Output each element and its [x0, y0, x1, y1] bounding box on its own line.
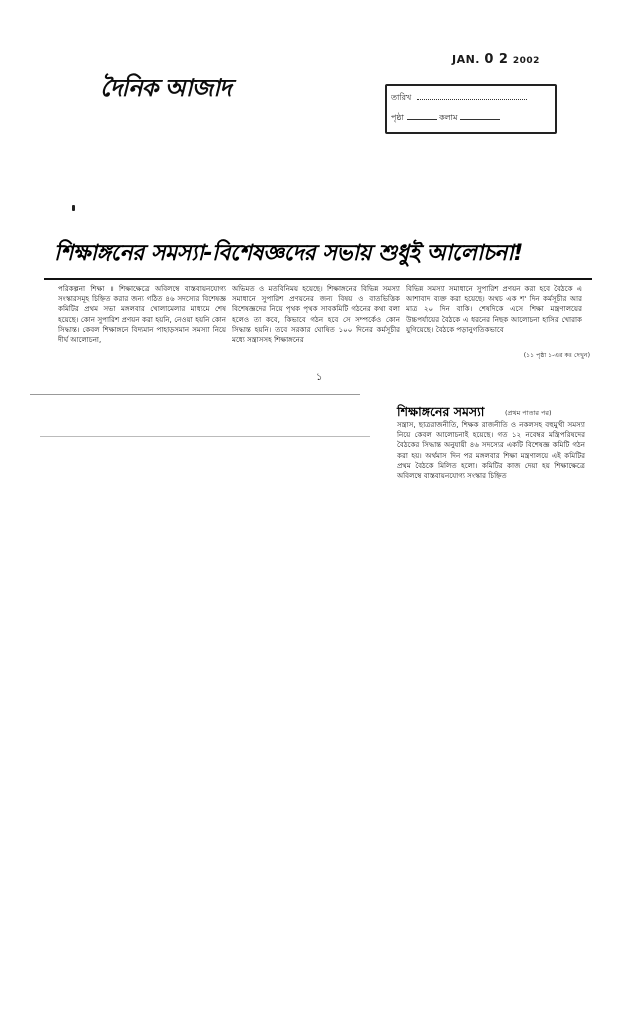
scan-divider — [40, 436, 370, 437]
stamp-date-label: তারিখ — [391, 93, 412, 102]
jump-title: শিক্ষাঙ্গনের সমস্যা — [397, 404, 485, 419]
headline-box — [44, 232, 592, 280]
article-column-3: বিভিন্ন সমস্যা সমাধানে সুপারিশ প্রণয়ন করা হবে বৈঠকে এ আশাবাদ ব্যক্ত করা হয়েছে। অথচ এক শ' দিন কর্মসূচীর আর মাত্র ২০ দিন বাকি। শেষদিকে এসে শিক্ষা মন্ত্রণালয়ের উচ্চপর্যায়ের বৈঠকে এ ধরনের নিছক আলোচনা হাসির খোরাক যুগিয়েছে। বৈঠকে পড়ানুগতিকভাবে — [406, 284, 582, 334]
stamp-page-label: পৃষ্ঠা — [391, 113, 404, 122]
date-year: 2002 — [512, 56, 540, 66]
ink-speck — [72, 205, 75, 211]
jump-body: সন্ত্রাস, ছাত্ররাজনীতি, শিক্ষক রাজনীতি ও নকলসহ বহুমুখী সমস্যা নিয়ে কেবল আলোচনাই হয়েছে। গত ১২ নবেম্বর মন্ত্রিপরিষদের বৈঠকের সিদ্ধান্ত অনুযায়ী ৪৬ সদস্যের একটি বিশেষজ্ঞ কমিটি গঠন করা হয়। অর্থমাস দিন পর মঙ্গলবার শিক্ষা মন্ত্রণালয়ে এই কমিটির প্রথম বৈঠকে মিলিত হলো। কমিটির কাজ দেয়া হয় শিক্ষাক্ষেত্রে অবিলম্বে বাস্তবায়নযোগ্য সংস্কার চিহ্নিত — [397, 420, 585, 481]
date-stamp — [452, 52, 540, 67]
page-mark: ১ — [316, 372, 323, 383]
date-month: JAN. — [452, 53, 480, 66]
jump-from-note: (প্রথম পাতার পর) — [505, 409, 552, 417]
scan-divider — [30, 394, 360, 395]
stamp-page-line — [391, 112, 549, 126]
stamp-date-line — [391, 92, 549, 106]
stamp-column-label: কলাম — [439, 113, 458, 122]
continued-note: (১১ পৃষ্ঠা ১-এর কঃ দেখুন) — [523, 352, 590, 359]
article-column-2: অভিমত ও মতবিনিময় হয়েছে। শিক্ষাঙ্গনের বিভিন্ন সমস্যা সমাধানে সুপারিশ প্রণয়নের জন্য বিষয় ও বাতভিত্তিক বিশেষজ্ঞদের নিয়ে পৃথক পৃথক সাবকমিটি গঠনের কথা বলা হলেও তা কবে, কিভাবে গঠন হবে সে সম্পর্কেও কোন সিদ্ধান্ত হয়নি। তবে সরকার ঘোষিত ১০০ দিনের কর্মসূচীর মধ্যে সন্ত্রাসসহ শিক্ষাঙ্গনের — [232, 284, 400, 345]
article-column-1: পরিকল্পনা শিক্ষা ॥ শিক্ষাক্ষেত্রে অবিলম্বে বাস্তবায়নযোগ্য সংস্কারসমূহ চিহ্নিত করার জন্য গঠিত ৪৬ সদস্যের বিশেষজ্ঞ কমিটির প্রথম সভা মঙ্গলবার খোলামেলার মাধ্যমে শেষ হয়েছে। কোন সুপারিশ প্রণয়ন করা হয়নি, নেওয়া হয়নি কোন সিদ্ধান্ত। কেবল শিক্ষাঙ্গনে বিদ্যমান পাহাড়সমান সমস্যা নিয়ে দীর্ঘ আলোচনা, — [58, 284, 226, 345]
date-day: 0 2 — [484, 52, 509, 67]
headline: শিক্ষাঙ্গনের সমস্যা-বিশেষজ্ঞদের সভায় শুধুই আলোচনা! — [54, 241, 523, 266]
clipping-stamp — [385, 84, 557, 134]
newspaper-masthead: দৈনিক আজাদ — [100, 73, 231, 102]
